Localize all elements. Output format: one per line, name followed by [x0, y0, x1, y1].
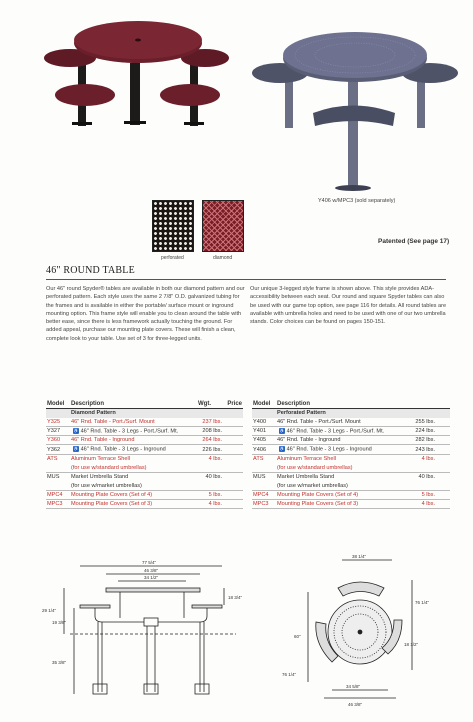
model-cell: Y327 — [46, 427, 70, 436]
weight-cell: 208 lbs. — [197, 427, 223, 436]
diamond-swatch — [202, 200, 244, 252]
price-cell — [436, 481, 450, 490]
group-label: Diamond Pattern — [70, 409, 243, 418]
model-cell: Y325 — [46, 418, 70, 427]
description-cell: Mounting Plate Covers (Set of 3) — [276, 499, 410, 508]
col-weight: Wgt. — [197, 401, 223, 409]
description-cell: Mounting Plate Covers (Set of 4) — [70, 490, 197, 499]
price-cell — [436, 472, 450, 481]
weight-cell — [197, 481, 223, 490]
model-cell: ATS — [47, 456, 58, 463]
group-row — [252, 409, 450, 418]
col-price: Price — [223, 401, 243, 409]
price-cell — [436, 436, 450, 445]
dim-frame-width: 34 1/2" — [144, 575, 159, 580]
table-row — [252, 454, 450, 463]
description-cell: (for use w/standard umbrellas) — [276, 463, 410, 472]
price-cell — [436, 463, 450, 472]
model-cell: MPC3 — [252, 499, 276, 508]
weight-cell: 243 lbs. — [410, 445, 436, 454]
model-cell: Y405 — [252, 436, 276, 445]
table-row — [46, 472, 243, 481]
price-cell — [223, 427, 243, 436]
price-cell — [223, 499, 243, 508]
table-row — [46, 490, 243, 499]
section-title: 46" ROUND TABLE — [46, 265, 135, 276]
perforated-pattern-table — [252, 401, 450, 509]
col-price — [436, 401, 450, 409]
weight-cell: 237 lbs. — [197, 418, 223, 427]
col-model: Model — [252, 401, 276, 409]
weight-cell: 5 lbs. — [410, 490, 436, 499]
photo-right-caption: Y406 w/MPC3 (sold separately) — [318, 198, 396, 204]
description-cell: (for use w/standard umbrellas) — [70, 463, 197, 472]
model-cell: MPC4 — [252, 490, 276, 499]
price-cell — [436, 499, 450, 508]
description-cell: ♿ 46" Rnd. Table - 3 Legs - Inground — [276, 445, 410, 454]
model-cell: Y401 — [252, 427, 276, 436]
ada-accessible-icon: ♿ — [279, 446, 285, 452]
weight-cell: 4 lbs. — [208, 456, 222, 463]
dim-inground-depth: 35 3/8" — [52, 660, 67, 665]
description-cell: 46" Rnd. Table - Inground — [70, 436, 197, 445]
description-cell: ♿ 46" Rnd. Table - 3 Legs - Port./Surf. Mt. — [276, 427, 410, 436]
perforated-swatch — [152, 200, 194, 252]
table-row — [46, 427, 243, 436]
model-cell: ATS — [253, 456, 264, 463]
side-elevation-drawing — [40, 552, 250, 717]
product-photo-slate-table — [245, 18, 465, 193]
dim-top-diameter: 60" — [294, 634, 301, 639]
table-row — [46, 454, 243, 463]
patented-note: Patented (See page 17) — [378, 238, 450, 245]
model-cell: Y362 — [46, 445, 70, 454]
dim-top-overall-b: 76 1/4" — [282, 672, 297, 677]
price-cell — [223, 463, 243, 472]
model-cell — [252, 463, 276, 472]
dim-top-seat-width: 38 1/4" — [352, 554, 367, 559]
weight-cell — [410, 481, 436, 490]
weight-cell: 40 lbs. — [205, 474, 222, 481]
description-cell: 46" Rnd. Table - Inground — [276, 436, 410, 445]
dim-table-height: 29 1/4" — [42, 608, 57, 613]
ada-accessible-icon: ♿ — [73, 446, 79, 452]
model-cell: Y360 — [46, 436, 70, 445]
description-cell: 46" Rnd. Table - Port./Surf. Mount — [276, 418, 410, 427]
description-right: Our unique 3-legged style frame is shown above. This style provides ADA-accessibility between each seat. Our round and square Spyder tables can also be used with our game top option, see page 116 for details. All round tables are available with umbrella holes and need to be used with one of our two umbrella stands. Color choices can be found on pages 150-151. — [250, 286, 447, 326]
description-cell: Market Umbrella Stand — [71, 474, 129, 481]
dim-seat-height: 19 3/8" — [52, 620, 67, 625]
description-cell: Market Umbrella Stand — [277, 474, 335, 481]
table-row — [252, 436, 450, 445]
group-label: Perforated Pattern — [276, 409, 450, 418]
diamond-pattern-table — [46, 401, 243, 509]
price-cell — [223, 490, 243, 499]
col-description: Description — [276, 401, 410, 409]
weight-cell: 264 lbs. — [197, 436, 223, 445]
table-row — [252, 499, 450, 508]
dim-seat-offset: 18 3/4" — [228, 595, 243, 600]
description-cell: Mounting Plate Covers (Set of 4) — [276, 490, 410, 499]
weight-cell: 4 lbs. — [421, 456, 435, 463]
weight-cell: 5 lbs. — [197, 490, 223, 499]
model-cell: Y400 — [252, 418, 276, 427]
price-cell — [223, 418, 243, 427]
dim-top-table: 46 3/8" — [348, 702, 363, 707]
diamond-swatch-label: diamond — [213, 255, 233, 261]
dim-top-seat-depth: 18 1/2" — [404, 642, 419, 647]
col-weight — [410, 401, 436, 409]
price-cell — [223, 472, 243, 481]
price-cell — [436, 445, 450, 454]
col-description: Description — [70, 401, 197, 409]
table-row — [252, 427, 450, 436]
price-cell — [436, 418, 450, 427]
table-row — [252, 481, 450, 490]
ada-accessible-icon: ♿ — [73, 428, 79, 433]
table-row — [46, 499, 243, 508]
table-row — [252, 463, 450, 472]
model-cell: MPC4 — [46, 490, 70, 499]
price-cell — [436, 454, 450, 463]
description-cell: (for use w/market umbrellas) — [70, 481, 197, 490]
table-row — [46, 481, 243, 490]
dim-top-overall: 76 1/4" — [415, 600, 430, 605]
model-cell — [46, 463, 70, 472]
group-row — [46, 409, 243, 418]
table-row — [252, 472, 450, 481]
model-cell — [46, 481, 70, 490]
perforated-swatch-label: perforated — [161, 255, 184, 261]
table-row — [46, 418, 243, 427]
table-row — [46, 463, 243, 472]
price-cell — [436, 490, 450, 499]
dim-top-frame: 34 5/8" — [346, 684, 361, 689]
price-cell — [223, 436, 243, 445]
table-row — [252, 418, 450, 427]
model-cell — [252, 481, 276, 490]
weight-cell — [410, 463, 436, 472]
description-cell: Aluminum Terrace Shell — [277, 456, 336, 463]
weight-cell: 40 lbs. — [418, 474, 435, 481]
description-cell: Mounting Plate Covers (Set of 3) — [70, 499, 197, 508]
dim-table-width: 46 3/8" — [144, 568, 159, 573]
model-cell: MUS — [47, 474, 60, 481]
price-cell — [223, 481, 243, 490]
model-cell: MUS — [253, 474, 266, 481]
description-cell: (for use w/market umbrellas) — [276, 481, 410, 490]
table-row — [46, 445, 243, 454]
table-row — [252, 490, 450, 499]
weight-cell — [197, 463, 223, 472]
top-view-drawing — [280, 552, 440, 717]
description-cell: ♿ 46" Rnd. Table - 3 Legs - Inground — [70, 445, 197, 454]
weight-cell: 224 lbs. — [410, 427, 436, 436]
weight-cell: 4 lbs. — [197, 499, 223, 508]
weight-cell: 255 lbs. — [410, 418, 436, 427]
description-left: Our 46" round Spyder® tables are available in both our diamond pattern and our perforated pattern. Each style uses the same 2 7/8" O.D. galvanized tubing for the frames and is available in either the portable/ surface mount or inground mounting option. This frame style will enable you to clean around the table with better ease, since there is less framework actually touching the ground. For added appeal, purchase our mounting plate covers. These will finish a clean, complete look to your table. Use set of 3 for three-legged units. — [46, 286, 245, 342]
description-cell: Aluminum Terrace Shell — [71, 456, 130, 463]
weight-cell: 226 lbs. — [197, 445, 223, 454]
price-cell — [223, 445, 243, 454]
table-row — [46, 436, 243, 445]
product-photo-burgundy-table — [40, 8, 230, 143]
title-rule — [46, 279, 446, 280]
weight-cell: 282 lbs. — [410, 436, 436, 445]
price-cell — [223, 454, 243, 463]
ada-accessible-icon: ♿ — [279, 428, 285, 433]
table-row — [252, 445, 450, 454]
col-model: Model — [46, 401, 70, 409]
model-cell: Y406 — [252, 445, 276, 454]
description-cell: 46" Rnd. Table - Port./Surf. Mount — [70, 418, 197, 427]
description-cell: ♿ 46" Rnd. Table - 3 Legs - Port./Surf. Mt. — [70, 427, 197, 436]
weight-cell: 4 lbs. — [410, 499, 436, 508]
dim-overall-width: 77 5/4" — [142, 560, 157, 565]
price-cell — [436, 427, 450, 436]
model-cell: MPC3 — [46, 499, 70, 508]
